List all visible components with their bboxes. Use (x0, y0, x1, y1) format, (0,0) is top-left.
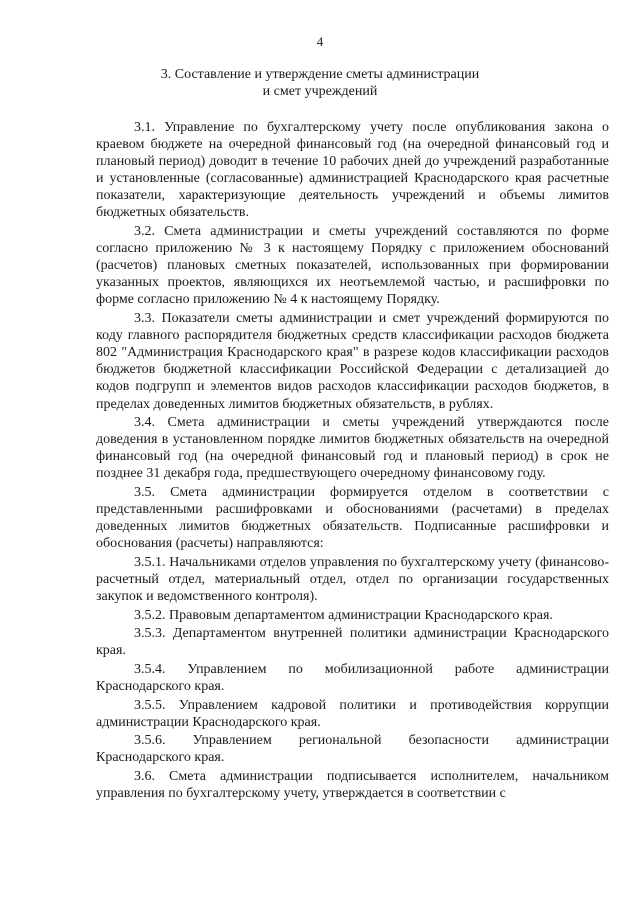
section-heading-line-2: и смет учреждений (262, 84, 378, 99)
paragraph-3-4: 3.4. Смета администрации и сметы учреждений утверждаются после доведения в установленном порядке лимитов бюджетных обязательств на очередной финансовый год (на очередной финансовый год и плановый период) в срок не позднее 31 декабря года, предшествующего очередному финансовому году. (96, 415, 609, 482)
paragraph-3-5-6: 3.5.6. Управлением региональной безопасности администрации Краснодарского края. (96, 733, 609, 766)
section-heading (0, 66, 640, 100)
paragraph-3-5-5: 3.5.5. Управлением кадровой политики и противодействия коррупции администрации Краснодарского края. (96, 697, 609, 730)
paragraph-3-5: 3.5. Смета администрации формируется отделом в соответствии с представленными расшифровками и обоснованиями (расчетами) в пределах доведенных лимитов бюджетных обязательств. Подписанные расшифровки и обоснования (расчеты) направляются: (96, 484, 609, 552)
paragraph-3-5-4: 3.5.4. Управлением по мобилизационной работе администрации Краснодарского края. (96, 661, 609, 694)
page-number: 4 (316, 34, 324, 49)
paragraph-3-3: 3.3. Показатели сметы администрации и смет учреждений формируются по коду главного распорядителя бюджетных средств классификации расходов бюджета 802 "Администрация Краснодарского края" в разрезе кодов классификации расходов бюджетов бюджетной классификации Российской Федерации с детализацией до кодов подгрупп и элементов видов расходов классификации расходов бюджетов, в пределах доведенных лимитов бюджетных обязательств, в рублях. (96, 311, 609, 412)
section-body (96, 119, 609, 802)
paragraph-3-5-1: 3.5.1. Начальниками отделов управления по бухгалтерскому учету (финансово-расчетный отдел, материальный отдел, отдел по организации государственных закупок и ведомственного контроля). (96, 554, 609, 605)
paragraph-3-5-3: 3.5.3. Департаментом внутренней политики администрации Краснодарского края. (96, 626, 609, 659)
paragraph-3-6: 3.6. Смета администрации подписывается исполнителем, начальником управления по бухгалтерскому учету, утверждается в соответствии с (96, 768, 609, 802)
paragraph-3-2: 3.2. Смета администрации и сметы учреждений составляются по форме согласно приложению № 3 к настоящему Порядку с приложением обоснований (расчетов) плановых сметных показателей, использованных при формировании указанных проектов, являющихся их неотъемлемой частью, и расшифровки по форме согласно приложению № 4 к настоящему Порядку. (96, 224, 609, 308)
paragraph-3-5-2: 3.5.2. Правовым департаментом администрации Краснодарского края. (134, 607, 553, 623)
paragraph-3-1: 3.1. Управление по бухгалтерскому учету после опубликования закона о краевом бюджете на очередной финансовый год (на очередной финансовый год и плановый период) доводит в течение 10 рабочих дней до учреждений разработанные и установленные (согласованные) администрацией Краснодарского края расчетные показатели, характеризующие деятельность учреждений и объемы лимитов бюджетных обязательств. (96, 120, 609, 221)
section-heading-line-1: 3. Составление и утверждение сметы администрации (160, 67, 480, 82)
